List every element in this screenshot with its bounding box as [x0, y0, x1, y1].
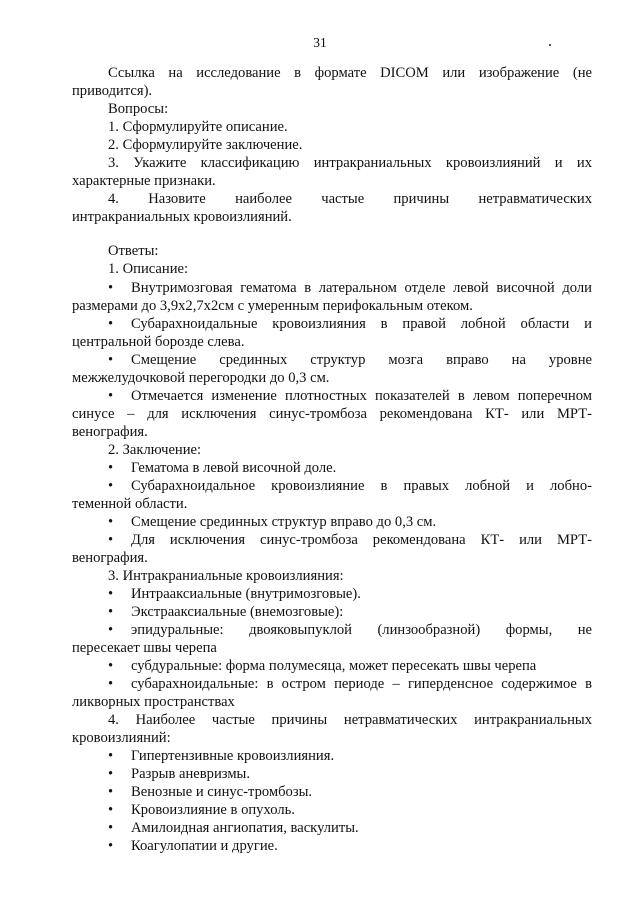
- list-item-text: Коагулопатии и другие.: [131, 838, 278, 854]
- list-item: [108, 621, 592, 639]
- list-item-text: Амилоидная ангиопатия, васкулиты.: [131, 820, 359, 836]
- paragraph-line: приводится).: [72, 83, 153, 99]
- bullet-icon: •: [108, 838, 114, 854]
- list-item: [108, 765, 592, 783]
- list-item-text: Кровоизлияние в опухоль.: [131, 802, 295, 818]
- list-item: [108, 279, 592, 297]
- list-item-continuation: синусе – для исключения синус-тромбоза рекомендована КТ- или МРТ-: [72, 406, 592, 422]
- bullet-icon: •: [108, 280, 114, 296]
- list-item-continuation: венография.: [72, 550, 148, 566]
- answer-section-heading: 2. Заключение:: [108, 442, 202, 458]
- list-item-text: Венозные и синус-тромбозы.: [131, 784, 313, 800]
- list-item-text: Субарахноидальное кровоизлияние в правых лобной и лобно-: [131, 478, 592, 494]
- list-item-text: Интрааксиальные (внутримозговые).: [131, 586, 361, 602]
- bullet-icon: •: [108, 820, 114, 836]
- questions-heading: Вопросы:: [108, 101, 169, 117]
- list-item-text: эпидуральные: двояковыпуклой (линзообразной) формы, не: [131, 622, 592, 638]
- list-item: [108, 675, 592, 693]
- list-item-text: Разрыв аневризмы.: [131, 766, 251, 782]
- bullet-icon: •: [108, 784, 114, 800]
- list-item: [108, 387, 592, 405]
- list-item: [108, 459, 592, 477]
- question-item: 4. Назовите наиболее частые причины нетравматических: [108, 191, 592, 207]
- list-item-continuation: размерами до 3,9х2,7х2см с умеренным перифокальным отеком.: [72, 298, 473, 314]
- bullet-icon: •: [108, 676, 114, 692]
- list-item-text: Гематома в левой височной доле.: [131, 460, 337, 476]
- list-item-text: Смещение срединных структур вправо до 0,3 см.: [131, 514, 437, 530]
- question-item: 2. Сформулируйте заключение.: [108, 137, 303, 153]
- answers-heading: Ответы:: [108, 243, 159, 259]
- list-item: [108, 603, 592, 621]
- bullet-icon: •: [108, 514, 114, 530]
- list-item: [108, 531, 592, 549]
- bullet-icon: •: [108, 316, 114, 332]
- question-item: 3. Укажите классификацию интракраниальных кровоизлияний и их: [108, 155, 592, 171]
- bullet-icon: •: [108, 802, 114, 818]
- list-item-text: Для исключения синус-тромбоза рекомендована КТ- или МРТ-: [131, 532, 592, 548]
- list-item-continuation: теменной области.: [72, 496, 188, 512]
- bullet-icon: •: [108, 604, 114, 620]
- list-item-text: Смещение срединных структур мозга вправо на уровне: [131, 352, 592, 368]
- list-item: [108, 819, 592, 837]
- list-item: [108, 513, 592, 531]
- list-item: [108, 585, 592, 603]
- bullet-icon: •: [108, 766, 114, 782]
- bullet-icon: •: [108, 532, 114, 548]
- list-item: [108, 657, 592, 675]
- list-item-continuation: венография.: [72, 424, 148, 440]
- list-item-continuation: пересекает швы черепа: [72, 640, 217, 656]
- list-item: [108, 783, 592, 801]
- list-item: [108, 837, 592, 855]
- question-item: 1. Сформулируйте описание.: [108, 119, 288, 135]
- list-item: [108, 747, 592, 765]
- list-item: [108, 351, 592, 369]
- list-item-continuation: центральной борозде слева.: [72, 334, 245, 350]
- scan-speck: [549, 44, 551, 46]
- bullet-icon: •: [108, 460, 114, 476]
- list-item: [108, 477, 592, 495]
- bullet-icon: •: [108, 748, 114, 764]
- list-item-continuation: ликворных пространствах: [72, 694, 235, 710]
- bullet-icon: •: [108, 352, 114, 368]
- list-item-text: Гипертензивные кровоизлияния.: [131, 748, 335, 764]
- list-item-text: Экстрааксиальные (внемозговые):: [131, 604, 344, 620]
- answer-section-heading: 3. Интракраниальные кровоизлияния:: [108, 568, 344, 584]
- list-item-continuation: межжелудочковой перегородки до 0,3 см.: [72, 370, 330, 386]
- paragraph-line: Ссылка на исследование в формате DICOM или изображение (не: [108, 65, 592, 81]
- list-item: [108, 801, 592, 819]
- bullet-icon: •: [108, 388, 114, 404]
- list-item-text: субдуральные: форма полумесяца, может пересекать швы черепа: [131, 658, 537, 674]
- list-item-text: Отмечается изменение плотностных показателей в левом поперечном: [131, 388, 592, 404]
- question-item-continuation: характерные признаки.: [72, 173, 216, 189]
- list-item-text: субарахноидальные: в остром периоде – гиперденсное содержимое в: [131, 676, 592, 692]
- answer-section-heading: 1. Описание:: [108, 261, 189, 277]
- bullet-icon: •: [108, 658, 114, 674]
- bullet-icon: •: [108, 586, 114, 602]
- question-item-continuation: интракраниальных кровоизлияний.: [72, 209, 292, 225]
- list-item-text: Субарахноидальные кровоизлияния в правой лобной области и: [131, 316, 592, 332]
- answer-section-heading-continuation: кровоизлияний:: [72, 730, 171, 746]
- list-item-text: Внутримозговая гематома в латеральном отделе левой височной доли: [131, 280, 592, 296]
- list-item: [108, 315, 592, 333]
- bullet-icon: •: [108, 622, 114, 638]
- page-number: 31: [313, 35, 327, 50]
- answer-section-heading: 4. Наиболее частые причины нетравматических интракраниальных: [108, 712, 592, 728]
- bullet-icon: •: [108, 478, 114, 494]
